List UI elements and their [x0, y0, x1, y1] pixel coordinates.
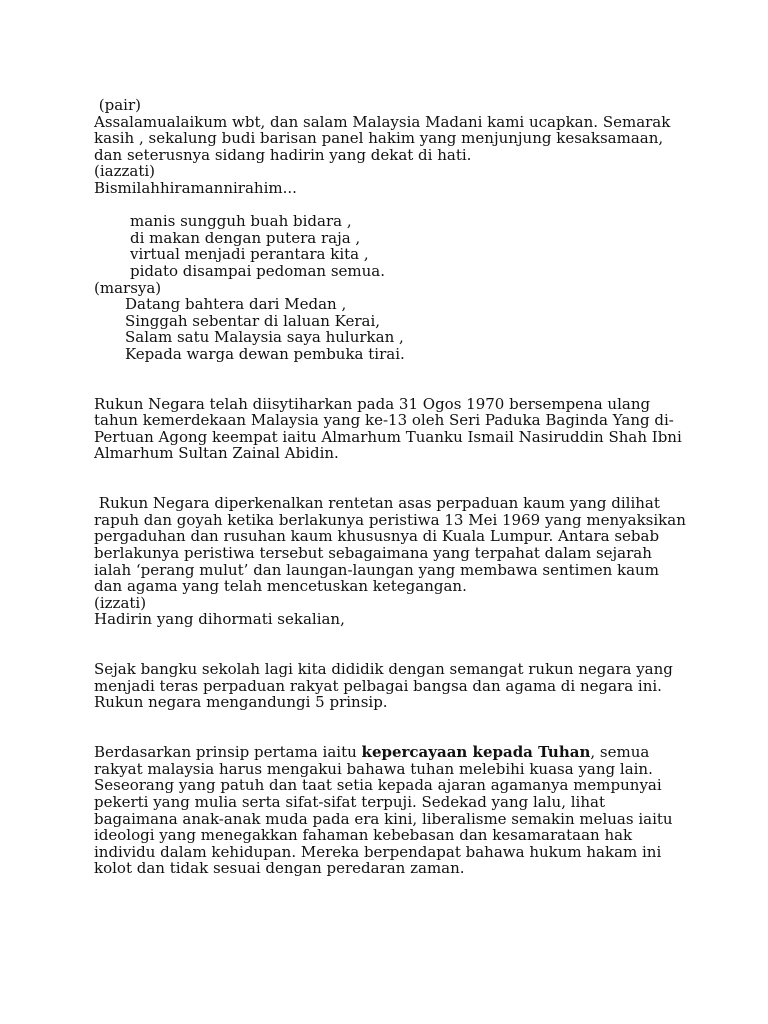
- audience-address: Hadirin yang dihormati sekalian,: [94, 610, 345, 629]
- principles-intro-paragraph: Sejak bangku sekolah lagi kita dididik dengan semangat rukun negara yang menjadi teras perpaduan rakyat pelbagai bangsa dan agama di negara ini. Rukun negara mengandungi 5 prinsip.: [94, 660, 673, 712]
- pantun-line: virtual menjadi perantara kita ,: [130, 245, 369, 264]
- pantun-block-1: [94, 213, 686, 279]
- rukun-negara-declaration-paragraph: Rukun Negara telah diisytiharkan pada 31 Ogos 1970 bersempena ulang tahun kemerdekaan Malaysia yang ke-13 oleh Seri Paduka Baginda Yang di-Pertuan Agong keempat iaitu Almarhum Tuanku Ismail Nasiruddin Shah Ibni Almarhum Sultan Zainal Abidin.: [94, 394, 682, 463]
- pantun-line: manis sungguh buah bidara ,: [130, 212, 352, 231]
- speaker-label-izzati: (izzati): [94, 593, 147, 612]
- speaker-label-marsya: (marsya): [94, 278, 162, 297]
- opening-line: Bismilahhiramannirahim...: [94, 178, 297, 197]
- pantun-block-2: [94, 296, 686, 362]
- first-principle-body: , semua rakyat malaysia harus mengakui bahawa tuhan melebihi kuasa yang lain. Seseorang yang patuh dan taat setia kepada ajaran agamanya mempunyai pekerti yang mulia serta sifat-sifat terpuji. Sedekad yang lalu, lihat bagaimana anak-anak muda pada era kini, liberalisme semakin meluas iaitu ideologi yang menegakkan fahaman kebebasan dan kesamarataan hak individu dalam kehidupan. Mereka berpendapat bahawa hukum hakam ini kolot dan tidak sesuai dengan peredaran zaman.: [94, 743, 673, 878]
- pantun-line: Singgah sebentar di laluan Kerai,: [125, 311, 381, 330]
- pantun-line: Kepada warga dewan pembuka tirai.: [125, 344, 405, 363]
- first-principle-paragraph: [94, 744, 686, 877]
- speaker-label-pair: (pair): [98, 96, 141, 114]
- pantun-line: Datang bahtera dari Medan ,: [125, 295, 347, 314]
- first-principle-lead: Berdasarkan prinsip pertama iaitu: [94, 743, 362, 762]
- rukun-negara-history-paragraph: [94, 495, 686, 595]
- first-principle-name: kepercayaan kepada Tuhan: [361, 743, 591, 762]
- history-text: Rukun Negara diperkenalkan rentetan asas perpaduan kaum yang dilihat rapuh dan goyah ketika berlakunya peristiwa 13 Mei 1969 yang menyaksikan pergaduhan dan rusuhan kaum khususnya di Kuala Lumpur. Antara sebab berlakunya peristiwa tersebut sebagaimana yang terpahat dalam sejarah ialah ‘perang mulut’ dan laungan-laungan yang membawa sentimen kaum dan agama yang telah mencetuskan ketegangan.: [94, 494, 686, 596]
- speaker-label-iazzati: (iazzati): [94, 162, 156, 181]
- pantun-line: Salam satu Malaysia saya hulurkan ,: [125, 328, 404, 347]
- greeting-paragraph: Assalamualaikum wbt, dan salam Malaysia Madani kami ucapkan. Semarak kasih , sekalung budi barisan panel hakim yang menjunjung kesaksamaan, dan seterusnya sidang hadirin yang dekat di hati.: [94, 112, 671, 164]
- document-page: [94, 97, 686, 877]
- pantun-line: pidato disampai pedoman semua.: [130, 261, 386, 280]
- pantun-line: di makan dengan putera raja ,: [130, 228, 361, 247]
